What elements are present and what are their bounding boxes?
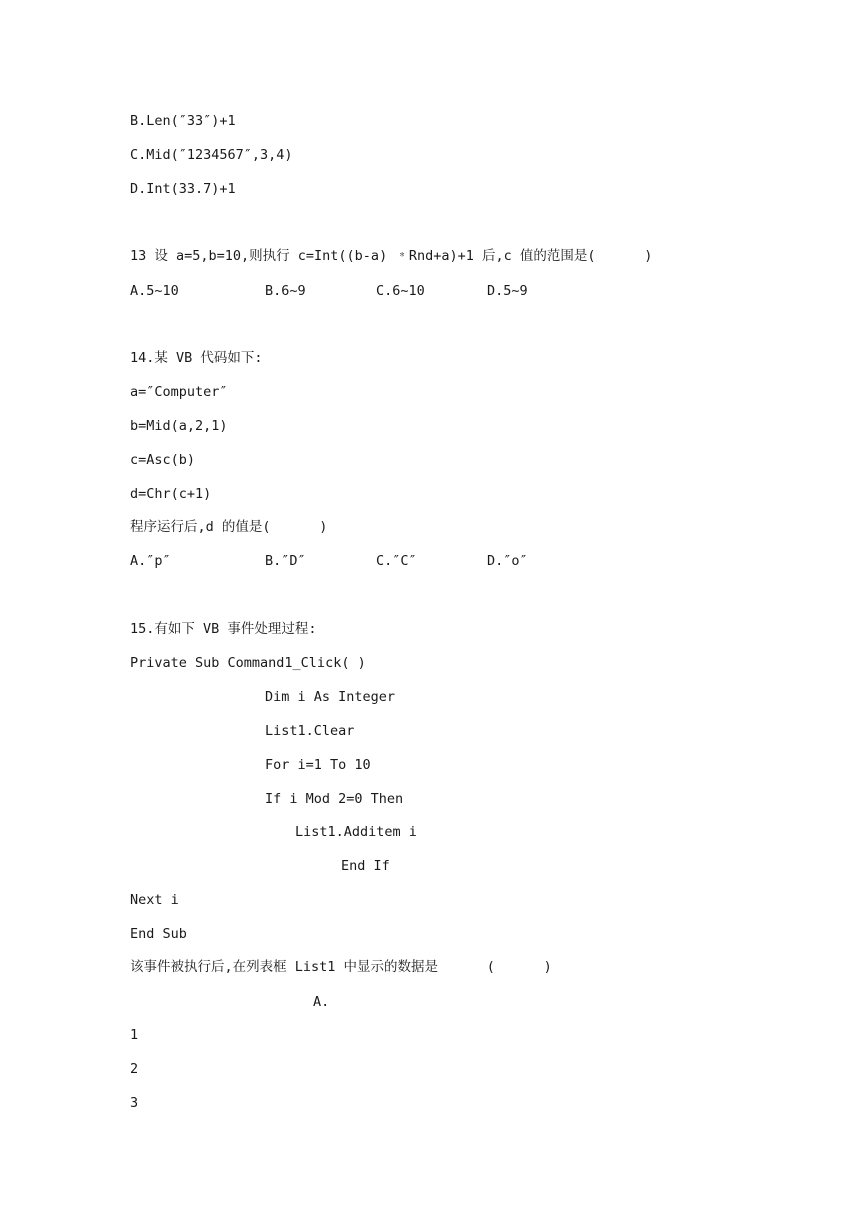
q15-code-line: Dim i As Integer bbox=[265, 689, 396, 705]
q15-question: 该事件被执行后,在列表框 List1 中显示的数据是 ( ) bbox=[130, 959, 552, 975]
q13-option-b: B.6~9 bbox=[265, 283, 306, 299]
q12-option-d: D.Int(33.7)+1 bbox=[130, 181, 236, 197]
q15-code-line: List1.Clear bbox=[265, 723, 355, 739]
q12-option-c: C.Mid(″1234567″,3,4) bbox=[130, 147, 293, 163]
q15-code-line: End If bbox=[341, 858, 390, 874]
q15-code-line: If i Mod 2=0 Then bbox=[265, 791, 404, 807]
q15-option-a-label: A. bbox=[313, 994, 330, 1010]
q14-code-line: d=Chr(c+1) bbox=[130, 486, 212, 502]
q14-option-b: B.″D″ bbox=[265, 553, 306, 569]
q13-option-d: D.5~9 bbox=[487, 283, 528, 299]
q15-code-line: Private Sub Command1_Click( ) bbox=[130, 655, 366, 671]
q14-code-line: c=Asc(b) bbox=[130, 452, 196, 468]
q14-code-line: a=″Computer″ bbox=[130, 384, 228, 400]
q13-option-c: C.6~10 bbox=[376, 283, 425, 299]
q14-code-line: b=Mid(a,2,1) bbox=[130, 418, 228, 434]
q15-code-line: End Sub bbox=[130, 926, 187, 942]
q13-option-a: A.5~10 bbox=[130, 283, 179, 299]
q14-option-d: D.″o″ bbox=[487, 553, 528, 569]
q15-option-a-value: 1 bbox=[130, 1027, 139, 1043]
q14-option-c: C.″C″ bbox=[376, 553, 417, 569]
q14-stem: 14.某 VB 代码如下: bbox=[130, 350, 263, 366]
q15-stem: 15.有如下 VB 事件处理过程: bbox=[130, 621, 317, 637]
q12-option-b: B.Len(″33″)+1 bbox=[130, 113, 236, 129]
q15-code-line: For i=1 To 10 bbox=[265, 757, 371, 773]
q15-option-a-value: 2 bbox=[130, 1061, 139, 1077]
q15-code-line: Next i bbox=[130, 892, 179, 908]
q15-option-a-value: 3 bbox=[130, 1095, 139, 1111]
q14-question: 程序运行后,d 的值是( ) bbox=[130, 519, 328, 535]
q13-stem: 13 设 a=5,b=10,则执行 c=Int((b-a) ﹡Rnd+a)+1 后,c 值的范围是( ) bbox=[130, 248, 653, 264]
q14-option-a: A.″p″ bbox=[130, 553, 171, 569]
q15-code-line: List1.Additem i bbox=[295, 824, 417, 840]
